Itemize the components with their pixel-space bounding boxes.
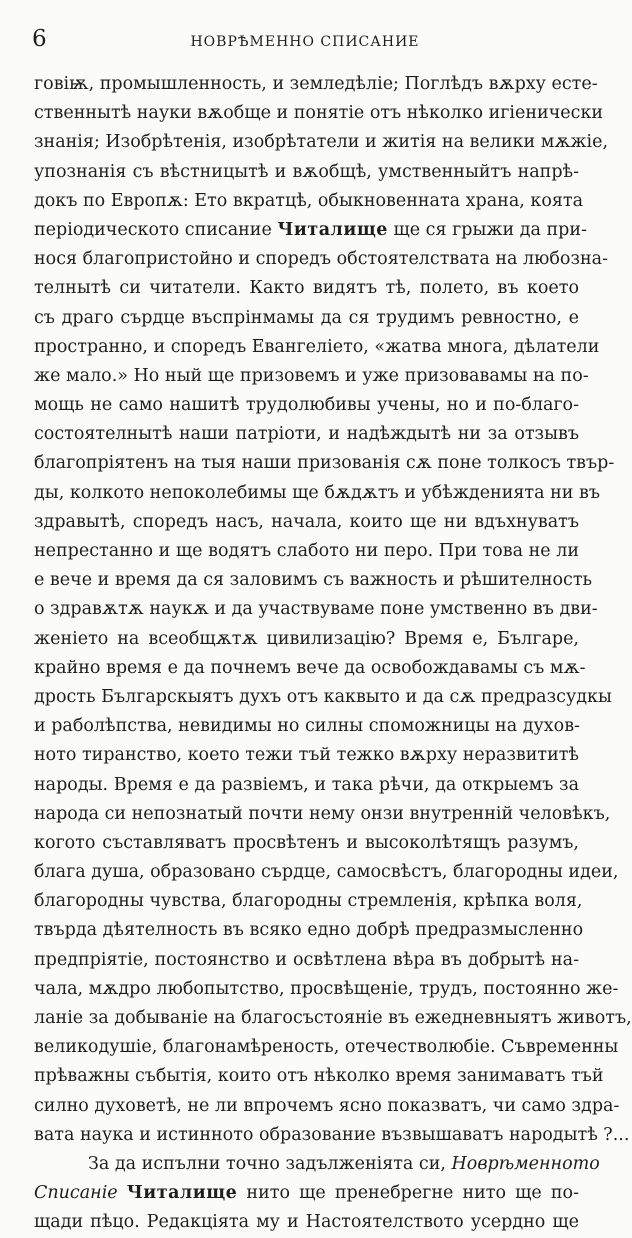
text-line: періодическото списание Читалище ще ся грыжи да при-	[34, 219, 587, 240]
text-line: щади пѣцо. Редакціята му и Настоятелството усердно ще	[34, 1212, 579, 1233]
text-line: знанія; Изобрѣтенія, изобрѣтатели и житія на велики мѫжіе,	[34, 132, 609, 153]
text-line: е вече и время да ся заловимъ съ важность и рѣшителность	[34, 570, 593, 591]
text-line: крайно время е да почнемъ вече да освобождавамы съ мѫ-	[34, 657, 586, 678]
text-line: ды, колкото непоколебимы ще бѫдѫтъ и убѣжденията ни въ	[34, 482, 600, 503]
title-italic: Новрѣменното	[451, 1153, 600, 1174]
text-line: телнытѣ си читатели. Както видятъ тѣ, полето, въ което	[34, 278, 579, 299]
text-line: вата наука и истинното образование възвышаватъ народытѣ ?...	[34, 1124, 630, 1145]
text-line: состоятелнытѣ наши патріоти, и надѣждытѣ ни за отзывъ	[34, 424, 579, 445]
text-line: ланіе за добываніе на благосъстояніе въ ежедневныятъ животъ,	[34, 1008, 632, 1028]
text-line: говіѭ, промышленность, и земледѣліе; Поглѣдъ вѫрху есте-	[34, 74, 598, 94]
text-line: Списаніе Читалище нито ще пренебрегне нито ще по-	[34, 1183, 579, 1204]
text-line: народа си непознатый почти нему онзи внутренній человѣкъ,	[34, 803, 611, 824]
running-title: НОВРѢМЕННО СПИСАНИЕ	[190, 34, 420, 50]
text-line: непрестанно и ще водятъ слабото ни перо. При това не ли	[34, 541, 579, 561]
title-bold: Читалище	[277, 219, 388, 240]
text-line: За да испълни точно задълженіята си, Новрѣменното	[88, 1153, 600, 1174]
text-line: упознанія съ вѣстницытѣ и вѫобщѣ, умственныйтъ напрѣ-	[34, 161, 579, 182]
text-line: о здравѫтѫ наукѫ и да участвуваме поне умственно въ дви-	[34, 599, 598, 620]
text-line: великодушіе, благонамѣреность, отечестволюбіе. Съвременны	[34, 1037, 619, 1058]
text-line: съ драго сърдце въспрінмамы да ся трудимъ ревностно, е	[34, 307, 579, 328]
text-line: нося благопристойно и споредъ обстоятелствата на любознa-	[34, 249, 608, 270]
text-line: и раболѣпства, невидимы но силны споможницы на духов-	[34, 716, 580, 737]
text-line: силно духоветѣ, не ли впрочемъ ясно показватъ, чи само здра-	[34, 1095, 620, 1116]
text-line: дрость Българскыятъ духъ отъ каквыто и да сѫ предразсудкы	[34, 686, 612, 707]
title-italic: Списаніе	[34, 1183, 118, 1204]
text-line: народы. Время е да развіемъ, и така рѣчи, да открыемъ за	[34, 774, 579, 795]
page-number: 6	[32, 26, 47, 52]
page-header	[30, 28, 580, 52]
title-bold: Читалище	[126, 1183, 238, 1204]
text-line: здравытѣ, споредъ насъ, начала, които ще ни вдъхнуватъ	[34, 511, 579, 532]
text-line: ното тиранство, което тежи тъй тежко вѫрху неразвититѣ	[34, 745, 579, 766]
text-line: мощь не само нашитѣ трудолюбивы учены, но и по-благо-	[34, 395, 579, 416]
text-line: женіето на всеобщѫтѫ цивилизацію? Время е, Българе,	[34, 628, 579, 649]
text-line: твърда дѣятелность въ всяко едно добрѣ предразмысленно	[34, 920, 584, 941]
text-line: чала, мѫдро любопытство, просвѣщеніе, трудъ, постоянно же-	[34, 978, 619, 999]
text-line: ственнытѣ науки вѫобще и понятіе отъ нѣколко игіенически	[34, 103, 604, 124]
text-line: пространно, и споредъ Евангеліето, «жатва многа, дѣлатели	[34, 336, 600, 357]
body-text	[34, 70, 632, 1238]
text-line: благопріятенъ на тыя наши призованія сѫ поне толкосъ твър-	[34, 453, 615, 474]
text-line: докъ по Европѫ: Ето вкратцѣ, обыкновенната храна, коята	[34, 190, 584, 211]
text-line: когото съставляватъ просвѣтенъ и высоколѣтящъ разумъ,	[34, 832, 579, 853]
text-line: блага душа, образовано сърдце, самосвѣстъ, благородны идеи,	[34, 862, 619, 883]
text-line: предпріятіе, постоянство и освѣтлена вѣра въ добрытѣ на-	[34, 949, 579, 970]
text-line: же мало.» Но ный ще призовемъ и уже призовавамы на по-	[34, 365, 589, 386]
text-line: благородны чувства, благородны стремленія, крѣпка воля,	[34, 891, 583, 912]
text-line: прѣважны събытія, които отъ нѣколко время занимаватъ тъй	[34, 1066, 604, 1087]
